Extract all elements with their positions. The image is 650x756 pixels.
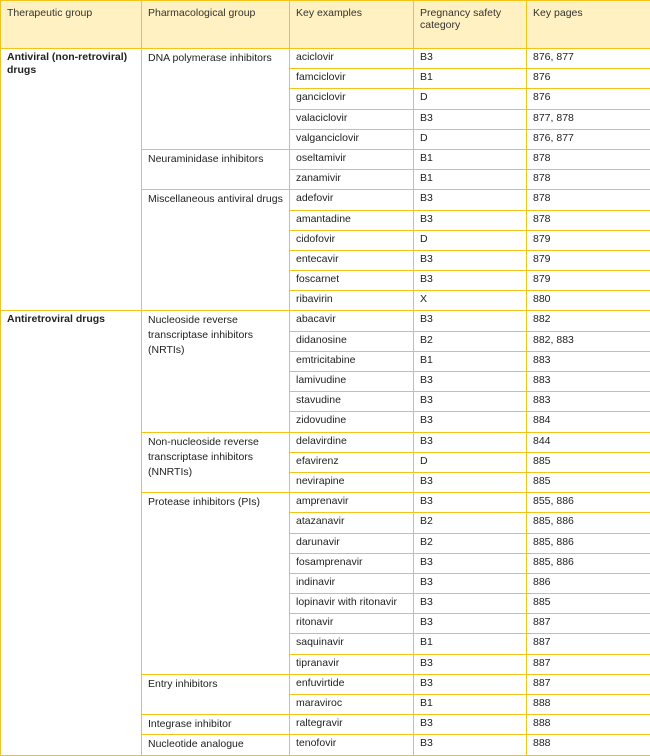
pharmacological-group-cell: DNA polymerase inhibitors — [142, 49, 290, 150]
drug-name-cell: entecavir — [290, 250, 414, 270]
pregnancy-category-cell: B3 — [414, 412, 527, 432]
pregnancy-category-cell: B3 — [414, 735, 527, 755]
drug-name-cell: maraviroc — [290, 695, 414, 715]
key-pages-cell: 888 — [527, 735, 650, 755]
key-pages-cell: 878 — [527, 190, 650, 210]
key-pages-cell: 883 — [527, 392, 650, 412]
key-pages-cell: 887 — [527, 674, 650, 694]
pregnancy-category-cell: D — [414, 129, 527, 149]
header-pregnancy-category: Pregnancy safety category — [414, 1, 527, 49]
key-pages-cell: 882 — [527, 311, 650, 331]
pregnancy-category-cell: B3 — [414, 493, 527, 513]
pregnancy-category-cell: B1 — [414, 149, 527, 169]
drug-name-cell: valaciclovir — [290, 109, 414, 129]
drug-name-cell: didanosine — [290, 331, 414, 351]
key-pages-cell: 879 — [527, 250, 650, 270]
key-pages-cell: 884 — [527, 412, 650, 432]
drug-name-cell: zidovudine — [290, 412, 414, 432]
key-pages-cell: 876 — [527, 89, 650, 109]
key-pages-cell: 885, 886 — [527, 553, 650, 573]
pregnancy-category-cell: B2 — [414, 331, 527, 351]
pregnancy-category-cell: D — [414, 230, 527, 250]
table-row — [1, 49, 650, 69]
key-pages-cell: 876, 877 — [527, 49, 650, 69]
pregnancy-category-cell: B3 — [414, 210, 527, 230]
pregnancy-category-cell: D — [414, 89, 527, 109]
header-key-examples: Key examples — [290, 1, 414, 49]
drug-name-cell: stavudine — [290, 392, 414, 412]
therapeutic-group-cell: Antiviral (non-retroviral) drugs — [1, 49, 142, 311]
pregnancy-category-cell: B3 — [414, 614, 527, 634]
key-pages-cell: 885 — [527, 594, 650, 614]
drug-name-cell: valganciclovir — [290, 129, 414, 149]
key-pages-cell: 878 — [527, 149, 650, 169]
key-pages-cell: 882, 883 — [527, 331, 650, 351]
pregnancy-category-cell: B3 — [414, 654, 527, 674]
key-pages-cell: 887 — [527, 614, 650, 634]
pregnancy-category-cell: B3 — [414, 472, 527, 492]
pharmacological-group-cell: Neuraminidase inhibitors — [142, 149, 290, 189]
drug-name-cell: raltegravir — [290, 715, 414, 735]
key-pages-cell: 878 — [527, 210, 650, 230]
pregnancy-category-cell: B3 — [414, 250, 527, 270]
drug-name-cell: enfuvirtide — [290, 674, 414, 694]
drug-name-cell: tenofovir — [290, 735, 414, 755]
key-pages-cell: 844 — [527, 432, 650, 452]
pregnancy-category-cell: B1 — [414, 351, 527, 371]
key-pages-cell: 888 — [527, 695, 650, 715]
drug-name-cell: oseltamivir — [290, 149, 414, 169]
pregnancy-category-cell: X — [414, 291, 527, 311]
key-pages-cell: 886 — [527, 573, 650, 593]
key-pages-cell: 855, 886 — [527, 493, 650, 513]
drug-name-cell: saquinavir — [290, 634, 414, 654]
key-pages-cell: 878 — [527, 170, 650, 190]
drug-name-cell: lamivudine — [290, 372, 414, 392]
key-pages-cell: 883 — [527, 372, 650, 392]
drug-name-cell: ribavirin — [290, 291, 414, 311]
drug-name-cell: adefovir — [290, 190, 414, 210]
pharmacological-group-cell: Non-nucleoside reverse transcriptase inhibitors (NNRTIs) — [142, 432, 290, 493]
pregnancy-category-cell: B1 — [414, 69, 527, 89]
pregnancy-category-cell: B3 — [414, 573, 527, 593]
header-therapeutic-group: Therapeutic group — [1, 1, 142, 49]
drug-name-cell: lopinavir with ritonavir — [290, 594, 414, 614]
drug-name-cell: amprenavir — [290, 493, 414, 513]
pregnancy-category-cell: B3 — [414, 109, 527, 129]
drug-name-cell: darunavir — [290, 533, 414, 553]
drug-name-cell: ganciclovir — [290, 89, 414, 109]
drug-name-cell: delavirdine — [290, 432, 414, 452]
key-pages-cell: 876, 877 — [527, 129, 650, 149]
drug-name-cell: amantadine — [290, 210, 414, 230]
pregnancy-category-cell: B3 — [414, 372, 527, 392]
drug-name-cell: emtricitabine — [290, 351, 414, 371]
drug-name-cell: foscarnet — [290, 271, 414, 291]
pregnancy-category-cell: B2 — [414, 513, 527, 533]
table-body — [1, 49, 650, 756]
drug-name-cell: indinavir — [290, 573, 414, 593]
drug-name-cell: zanamivir — [290, 170, 414, 190]
drug-name-cell: famciclovir — [290, 69, 414, 89]
pharmacological-group-cell: Entry inhibitors — [142, 674, 290, 714]
table-row — [1, 311, 650, 331]
key-pages-cell: 887 — [527, 634, 650, 654]
key-pages-cell: 880 — [527, 291, 650, 311]
drug-name-cell: abacavir — [290, 311, 414, 331]
header-row — [1, 1, 650, 49]
key-pages-cell: 885, 886 — [527, 533, 650, 553]
key-pages-cell: 888 — [527, 715, 650, 735]
key-pages-cell: 885, 886 — [527, 513, 650, 533]
pregnancy-category-cell: B3 — [414, 674, 527, 694]
pharmacological-group-cell: Nucleoside reverse transcriptase inhibitors (NRTIs) — [142, 311, 290, 432]
header-key-pages: Key pages — [527, 1, 650, 49]
key-pages-cell: 887 — [527, 654, 650, 674]
pregnancy-category-cell: B3 — [414, 553, 527, 573]
pregnancy-category-cell: B1 — [414, 170, 527, 190]
drug-name-cell: atazanavir — [290, 513, 414, 533]
drug-name-cell: fosamprenavir — [290, 553, 414, 573]
key-pages-cell: 885 — [527, 472, 650, 492]
key-pages-cell: 885 — [527, 452, 650, 472]
drug-name-cell: ritonavir — [290, 614, 414, 634]
key-pages-cell: 879 — [527, 230, 650, 250]
therapeutic-group-cell: Antiretroviral drugs — [1, 311, 142, 755]
drug-name-cell: efavirenz — [290, 452, 414, 472]
key-pages-cell: 883 — [527, 351, 650, 371]
pregnancy-category-cell: B3 — [414, 49, 527, 69]
drug-name-cell: nevirapine — [290, 472, 414, 492]
drug-name-cell: tipranavir — [290, 654, 414, 674]
key-pages-cell: 876 — [527, 69, 650, 89]
pregnancy-category-cell: D — [414, 452, 527, 472]
drug-name-cell: aciclovir — [290, 49, 414, 69]
pregnancy-category-cell: B1 — [414, 634, 527, 654]
pregnancy-category-cell: B2 — [414, 533, 527, 553]
pregnancy-category-cell: B3 — [414, 271, 527, 291]
pregnancy-category-cell: B3 — [414, 432, 527, 452]
pharmacological-group-cell: Protease inhibitors (PIs) — [142, 493, 290, 675]
pregnancy-category-cell: B3 — [414, 190, 527, 210]
pregnancy-category-cell: B1 — [414, 695, 527, 715]
pharmacological-group-cell: Miscellaneous antiviral drugs — [142, 190, 290, 311]
pregnancy-category-cell: B3 — [414, 715, 527, 735]
header-pharmacological-group: Pharmacological group — [142, 1, 290, 49]
pregnancy-category-cell: B3 — [414, 392, 527, 412]
key-pages-cell: 879 — [527, 271, 650, 291]
key-pages-cell: 877, 878 — [527, 109, 650, 129]
drug-name-cell: cidofovir — [290, 230, 414, 250]
pregnancy-category-cell: B3 — [414, 311, 527, 331]
pharmacological-group-cell: Integrase inhibitor — [142, 715, 290, 735]
pregnancy-category-cell: B3 — [414, 594, 527, 614]
pharmacological-group-cell: Nucleotide analogue — [142, 735, 290, 755]
